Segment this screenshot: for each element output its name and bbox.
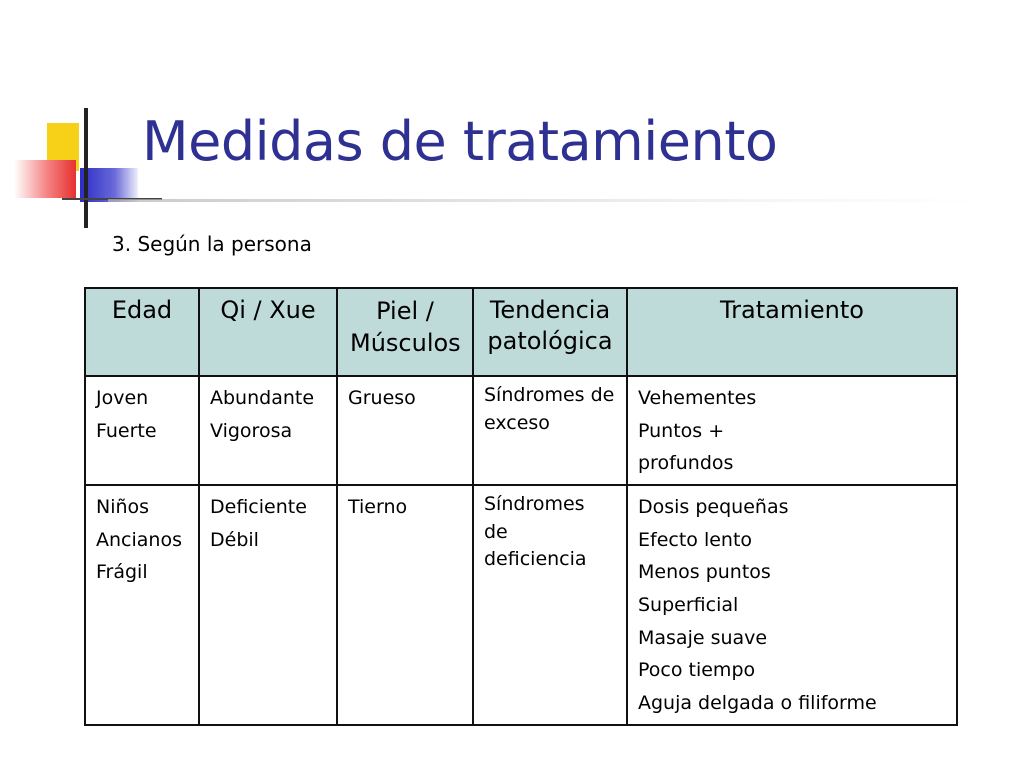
cell-text: Menos puntos xyxy=(638,561,771,584)
header-piel-musculos xyxy=(337,288,473,376)
cell-text: Efecto lento xyxy=(638,528,753,551)
cell-text: Dosis pequeñas xyxy=(638,496,789,519)
cell-text: Frágil xyxy=(96,561,148,584)
cell-piel xyxy=(337,376,473,485)
red-square xyxy=(14,160,76,198)
cell-qi-xue xyxy=(199,485,337,725)
cell-text: Ancianos xyxy=(96,528,182,551)
cell-text: Niños xyxy=(96,496,150,519)
header-tendencia-text: Tendencia patológica xyxy=(487,296,613,356)
cell-text: Fuerte xyxy=(96,419,157,442)
table-row xyxy=(85,376,957,485)
cell-text: Síndromes de deficiencia xyxy=(484,493,587,571)
section-subtitle: 3. Según la persona xyxy=(112,232,312,256)
cell-text: Grueso xyxy=(348,387,416,409)
header-qi-xue: Qi / Xue xyxy=(199,288,337,376)
cell-text: Débil xyxy=(210,528,259,551)
cell-tratamiento xyxy=(627,485,957,725)
cell-edad xyxy=(85,485,199,725)
cell-text: Deficiente xyxy=(210,496,307,519)
cell-tratamiento xyxy=(627,376,957,485)
cell-text: Abundante xyxy=(210,387,315,409)
treatment-table xyxy=(84,287,958,726)
cell-text: Poco tiempo xyxy=(638,659,756,682)
cell-text: Puntos + xyxy=(638,419,725,442)
table-header-row xyxy=(85,288,957,376)
cell-qi-xue xyxy=(199,376,337,485)
cell-text: Vehementes xyxy=(638,387,757,409)
title-underline xyxy=(108,199,978,202)
header-tratamiento: Tratamiento xyxy=(627,288,957,376)
cell-text: Tierno xyxy=(348,496,408,519)
header-edad: Edad xyxy=(85,288,199,376)
cell-tendencia xyxy=(473,485,627,725)
cell-text: Masaje suave xyxy=(638,626,768,649)
cell-text: Superficial xyxy=(638,594,739,617)
cell-edad xyxy=(85,376,199,485)
header-piel-text: Piel / Músculos xyxy=(350,297,461,358)
vertical-line xyxy=(84,108,88,228)
cell-text: profundos xyxy=(638,452,734,475)
header-tendencia xyxy=(473,288,627,376)
cell-text: Aguja delgada o filiforme xyxy=(638,692,877,715)
cell-text: Vigorosa xyxy=(210,419,293,442)
cell-text: Síndromes de exceso xyxy=(484,384,615,434)
cell-tendencia xyxy=(473,376,627,485)
cell-piel xyxy=(337,485,473,725)
decorative-logo xyxy=(0,0,160,240)
table-row xyxy=(85,485,957,725)
page-title: Medidas de tratamiento xyxy=(142,110,778,173)
blue-square xyxy=(80,168,138,202)
cell-text: Joven xyxy=(96,387,149,409)
